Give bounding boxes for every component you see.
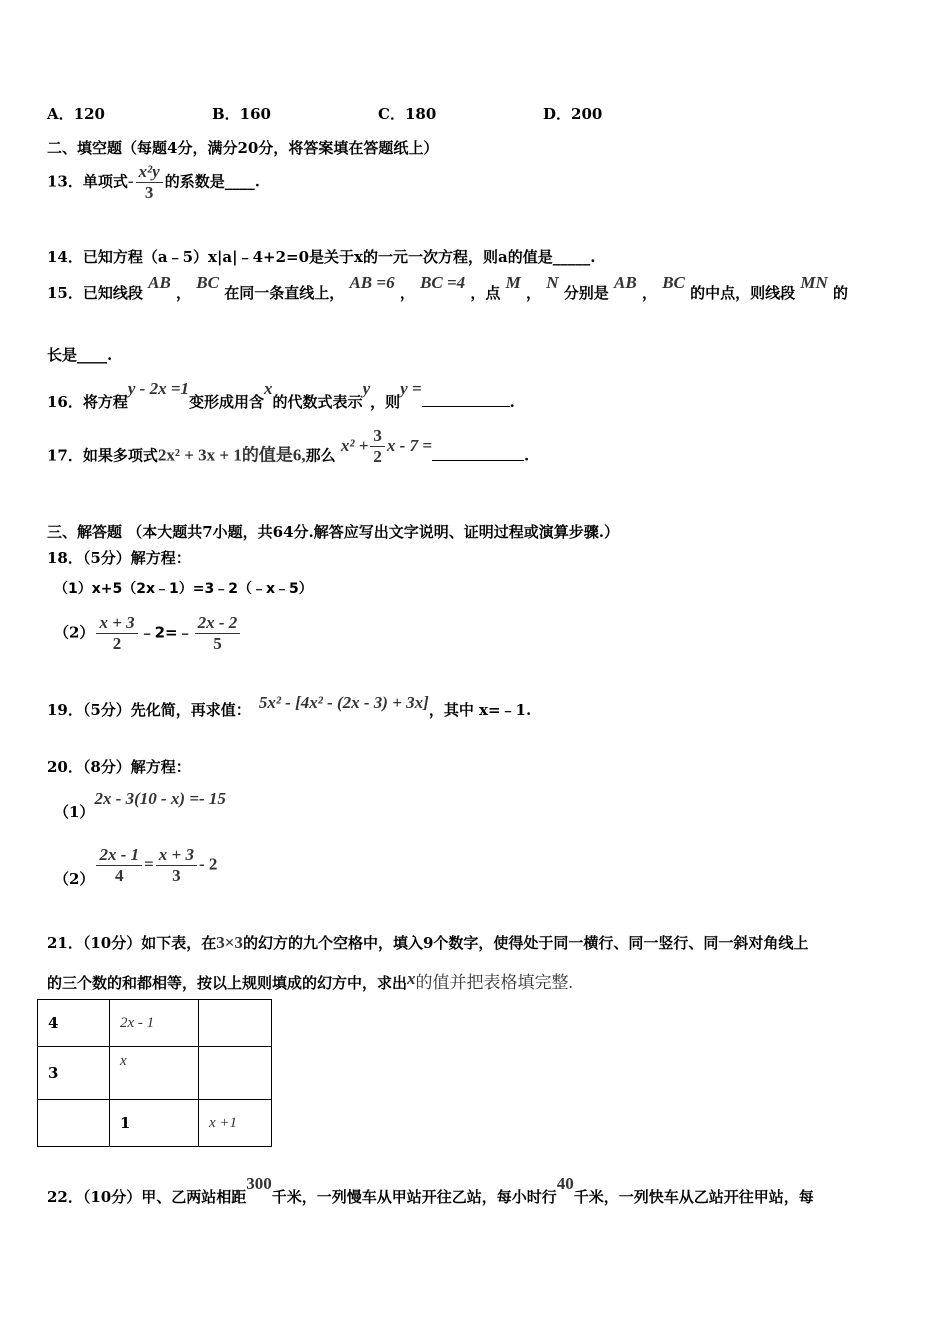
table-row xyxy=(38,1000,272,1047)
q16-end: . xyxy=(509,393,515,411)
q16-prefix: 16．将方程 xyxy=(47,393,128,411)
q15-text-5: 的 xyxy=(833,284,849,302)
question-18-part-1: （1）x+5（2x﹣1）=3﹣2（﹣x﹣5） xyxy=(54,581,313,597)
q16-y: y xyxy=(362,379,371,398)
table-cell: x xyxy=(110,1047,199,1100)
table-cell: 3 xyxy=(38,1047,110,1100)
q21-size: 3×3 xyxy=(216,933,243,952)
question-20-title: 20．（8分）解方程： xyxy=(47,758,191,776)
q20-tail: - 2 xyxy=(198,854,218,874)
q15-bc-eq: BC =4 xyxy=(420,273,466,292)
q17-text-1: 那么 xyxy=(305,446,336,465)
q15-text-3: 分别是 xyxy=(563,284,609,302)
table-cell: 4 xyxy=(38,1000,110,1047)
q18-middle: ﹣2=﹣ xyxy=(139,623,193,642)
q16-equation: y - 2x =1 xyxy=(127,379,190,398)
q20-p1-label: （1） xyxy=(54,803,95,821)
q18-p2-label: （2） xyxy=(54,623,95,642)
q15-comma-2: ， xyxy=(399,284,415,302)
q17-numerator: 3 xyxy=(370,426,385,447)
q13-minus: - xyxy=(127,171,134,191)
q13-prefix: 13．单项式 xyxy=(47,172,128,191)
table-cell: x +1 xyxy=(199,1100,272,1147)
option-b: B．160 xyxy=(212,105,271,123)
option-a: A．120 xyxy=(47,105,105,123)
q13-numerator: x²y xyxy=(136,162,163,183)
q20-numerator-1: 2x - 1 xyxy=(96,845,142,866)
question-18-part-2 xyxy=(54,613,242,654)
q15-ab-eq: AB =6 xyxy=(349,273,395,292)
q20-denominator-2: 3 xyxy=(172,866,181,885)
q19-expression: 5x² - [4x² - (2x - 3) + 3x] xyxy=(258,693,429,712)
q15-text-2: ，点 xyxy=(470,284,501,302)
q20-fraction-2 xyxy=(156,845,197,886)
question-20-part-1 xyxy=(54,788,226,821)
q15-prefix: 15．已知线段 xyxy=(47,284,143,302)
q21-x: x xyxy=(407,969,416,988)
q20-denominator-1: 4 xyxy=(115,866,124,885)
q17-end: . xyxy=(524,446,530,465)
q16-text-2: 的代数式表示 xyxy=(272,393,363,411)
question-19 xyxy=(47,693,532,720)
question-21-line-1 xyxy=(47,932,808,953)
table-row xyxy=(38,1100,272,1147)
q18-fraction-2 xyxy=(195,613,241,654)
question-16 xyxy=(47,378,515,411)
q20-equals: = xyxy=(144,854,154,874)
q15-ab-2: AB xyxy=(614,273,637,292)
q13-suffix: 的系数是____. xyxy=(164,172,260,191)
q18-numerator-2: 2x - 2 xyxy=(195,613,241,634)
q16-text-1: 变形成用含 xyxy=(189,393,265,411)
q13-denominator: 3 xyxy=(144,183,154,202)
table-cell xyxy=(199,1047,272,1100)
table-cell: 2x - 1 xyxy=(110,1000,199,1047)
q15-comma-4: ， xyxy=(641,284,657,302)
table-row xyxy=(38,1047,272,1100)
q22-speed: 40 xyxy=(556,1174,574,1193)
q17-polynomial: 2x² + 3x + 1的值是6, xyxy=(157,445,306,465)
q20-numerator-2: x + 3 xyxy=(156,845,197,866)
q18-denominator-1: 2 xyxy=(112,634,122,653)
q18-numerator-1: x + 3 xyxy=(96,613,137,634)
table-cell xyxy=(38,1100,110,1147)
table-cell xyxy=(199,1000,272,1047)
question-14: 14．已知方程（a﹣5）x|a|﹣4+2=0是关于x的一元一次方程，则a的值是_____. xyxy=(47,248,596,266)
magic-square-table xyxy=(37,999,272,1147)
q22-prefix: 22．（10分）甲、乙两站相距 xyxy=(47,1188,247,1206)
option-c: C．180 xyxy=(378,105,437,123)
q20-p2-label: （2） xyxy=(54,869,95,888)
q15-bc: BC xyxy=(196,273,219,292)
question-17 xyxy=(47,426,530,477)
option-d: D．200 xyxy=(543,105,603,123)
q15-bc-2: BC xyxy=(662,273,685,292)
q16-text-3: ，则 xyxy=(370,393,401,411)
q19-suffix: ，其中 x=﹣1. xyxy=(428,701,532,719)
q17-fraction xyxy=(370,426,385,467)
q21-line1-a: 21．（10分）如下表，在 xyxy=(47,934,217,952)
q15-m: M xyxy=(505,273,521,292)
q18-fraction-1 xyxy=(96,613,137,654)
question-22 xyxy=(47,1173,814,1206)
table-cell: 1 xyxy=(110,1100,199,1147)
q17-denominator: 2 xyxy=(373,447,382,466)
q22-distance: 300 xyxy=(246,1174,272,1193)
q22-text-1: 千米，一列慢车从甲站开往乙站，每小时行 xyxy=(271,1188,557,1206)
q21-line2-a: 的三个数的和都相等，按以上规则填成的幻方中，求出 xyxy=(47,974,408,992)
q15-ab: AB xyxy=(148,273,171,292)
question-18-title: 18．（5分）解方程： xyxy=(47,549,191,567)
q15-comma-3: ， xyxy=(526,284,542,302)
q16-answer-blank xyxy=(422,392,510,407)
section-3-title: 三、解答题 （本大题共7小题，共64分.解答应写出文字说明、证明过程或演算步骤.） xyxy=(47,523,619,541)
q15-mn: MN xyxy=(800,273,828,292)
q22-text-2: 千米，一列快车从乙站开往甲站，每 xyxy=(573,1188,814,1206)
q17-expr-a: x² + xyxy=(340,435,369,455)
q15-text-4: 的中点，则线段 xyxy=(690,284,796,302)
question-20-part-2 xyxy=(54,845,217,886)
q17-answer-blank xyxy=(432,446,524,461)
q15-comma: ， xyxy=(176,284,192,302)
q15-n: N xyxy=(546,273,559,292)
question-13 xyxy=(47,162,260,203)
q17-expr-b: x - 7 = xyxy=(386,435,433,455)
question-15 xyxy=(47,273,849,303)
q18-denominator-2: 5 xyxy=(213,634,222,653)
q21-line1-b: 的幻方的九个空格中，填入9个数字，使得处于同一横行、同一竖行、同一斜对角线上 xyxy=(242,934,809,952)
q16-y-eq: y = xyxy=(400,379,422,398)
q13-fraction xyxy=(136,162,163,203)
q17-prefix: 17．如果多项式 xyxy=(47,446,158,465)
question-21-line-2 xyxy=(47,968,573,993)
q16-x: x xyxy=(264,379,273,398)
section-2-title: 二、填空题（每题4分，满分20分，将答案填在答题纸上） xyxy=(47,139,439,157)
q21-line2-b: 的值并把表格填完整. xyxy=(415,973,573,992)
q15-text-1: 在同一条直线上， xyxy=(224,284,345,302)
question-15-line-2: 长是____. xyxy=(47,346,113,364)
q20-p1-expression: 2x - 3(10 - x) =- 15 xyxy=(94,789,226,808)
q20-fraction-1 xyxy=(96,845,142,886)
q19-prefix: 19．（5分）先化简，再求值： xyxy=(47,701,251,719)
